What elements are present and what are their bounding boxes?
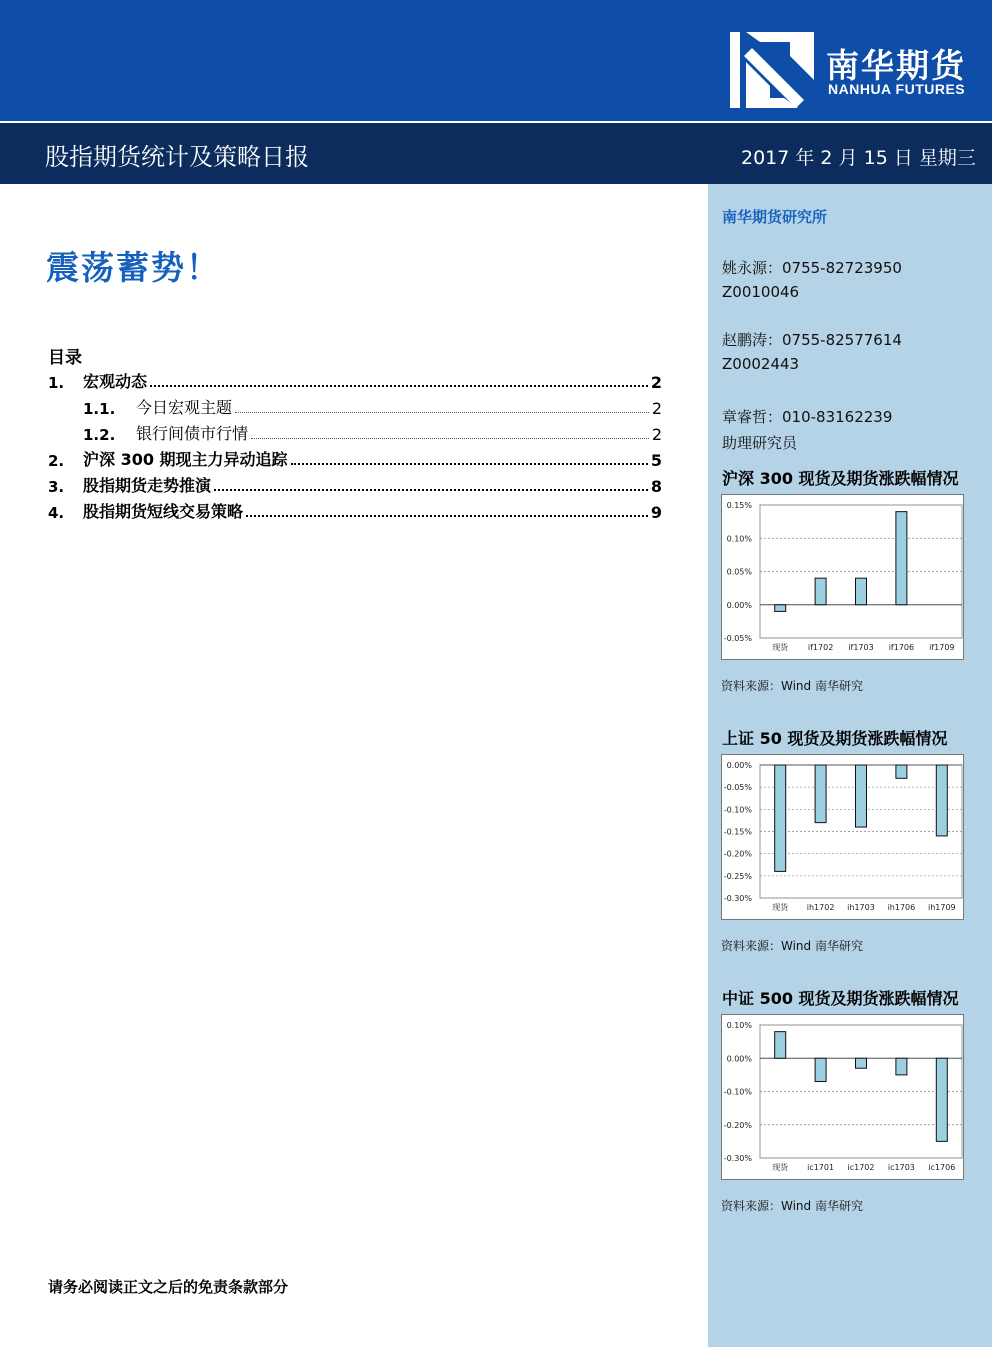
toc-item[interactable] xyxy=(48,446,662,470)
chart-bar xyxy=(856,765,867,827)
x-tick-label: ih1709 xyxy=(927,903,956,912)
y-tick-label: -0.20% xyxy=(723,849,752,859)
y-tick-label: 0.00% xyxy=(726,761,752,770)
analyst-license: Z0010046 xyxy=(722,283,800,301)
x-tick-label: 现货 xyxy=(772,643,789,652)
toc-item-label: 今日宏观主题 xyxy=(136,398,233,417)
toc-item-number: 2. xyxy=(48,452,65,470)
x-tick-label: ic1702 xyxy=(847,1163,875,1172)
toc-item-number: 1.1. xyxy=(83,400,116,418)
analyst-license: Z0002443 xyxy=(722,355,800,373)
chart-title: 上证 50 现货及期货涨跌幅情况 xyxy=(722,729,948,748)
y-tick-label: 0.00% xyxy=(726,1054,752,1064)
chart-bar xyxy=(896,765,907,778)
chart-title: 中证 500 现货及期货涨跌幅情况 xyxy=(722,989,959,1008)
y-tick-label: 0.15% xyxy=(726,501,752,510)
disclaimer-note: 请务必阅读正文之后的免责条款部分 xyxy=(48,1278,289,1296)
chart-hs300-svg xyxy=(722,495,965,661)
chart-bar xyxy=(775,765,786,871)
chart-bar xyxy=(775,605,786,612)
y-tick-label: -0.20% xyxy=(723,1120,752,1130)
headline: 震荡蓄势！ xyxy=(46,248,221,287)
y-tick-label: 0.10% xyxy=(726,1021,752,1030)
chart-bar xyxy=(856,578,867,605)
toc-item-number: 4. xyxy=(48,504,65,522)
x-tick-label: ic1703 xyxy=(887,1163,915,1172)
chart-bar xyxy=(775,1032,786,1059)
institute-name: 南华期货研究所 xyxy=(722,208,828,226)
toc-leader-dots xyxy=(235,412,649,413)
chart-title: 沪深 300 现货及期货涨跌幅情况 xyxy=(722,469,959,488)
chart-source: 资料来源：Wind 南华研究 xyxy=(721,939,863,953)
y-tick-label: -0.10% xyxy=(723,1087,752,1097)
toc-item-label: 银行间债市行情 xyxy=(136,424,249,443)
y-tick-label: 0.00% xyxy=(726,600,752,610)
toc-leader-dots xyxy=(150,385,648,387)
toc-item-label: 沪深 300 期现主力异动追踪 xyxy=(83,450,288,469)
brand-name-cn: 南华期货 xyxy=(826,46,966,85)
chart-sz50-svg xyxy=(722,755,965,921)
toc-item-label: 宏观动态 xyxy=(83,372,148,391)
report-date: 2017 年 2 月 15 日 星期三 xyxy=(741,147,976,169)
x-tick-label: ic1701 xyxy=(807,1163,835,1172)
y-tick-label: -0.25% xyxy=(723,871,752,881)
x-tick-label: 现货 xyxy=(772,1163,789,1172)
toc-item-number: 1. xyxy=(48,374,65,392)
toc-heading: 目录 xyxy=(48,348,82,368)
chart-source: 资料来源：Wind 南华研究 xyxy=(721,1199,863,1213)
chart-sz50 xyxy=(721,754,964,920)
toc-leader-dots xyxy=(251,438,649,439)
y-tick-label: -0.30% xyxy=(723,894,752,903)
toc-item-label: 股指期货短线交易策略 xyxy=(83,502,244,521)
x-tick-label: ih1702 xyxy=(806,903,835,912)
analyst-contact: 赵鹏涛：0755-82577614 xyxy=(722,331,902,349)
toc-item-page: 2 xyxy=(651,425,662,444)
x-tick-label: if1703 xyxy=(848,643,874,652)
x-tick-label: 现货 xyxy=(772,903,789,912)
toc-item[interactable] xyxy=(48,394,662,418)
x-tick-label: ic1706 xyxy=(928,1163,956,1172)
x-tick-label: if1709 xyxy=(929,643,955,652)
toc-item[interactable] xyxy=(48,472,662,496)
chart-bar xyxy=(936,765,947,836)
chart-bar xyxy=(815,1058,826,1081)
chart-bar xyxy=(896,512,907,605)
toc-leader-dots xyxy=(214,489,648,491)
analyst-role: 助理研究员 xyxy=(722,434,798,452)
toc-item-page: 5 xyxy=(650,451,662,470)
y-tick-label: -0.05% xyxy=(723,634,752,643)
brand-name-en: NANHUA FUTURES xyxy=(828,81,966,97)
chart-bar xyxy=(815,765,826,823)
analyst-contact: 姚永源：0755-82723950 xyxy=(722,259,902,277)
toc-item[interactable] xyxy=(48,498,662,522)
toc-item[interactable] xyxy=(48,368,662,392)
report-title: 股指期货统计及策略日报 xyxy=(45,143,309,171)
toc-leader-dots xyxy=(246,515,648,517)
x-tick-label: ih1706 xyxy=(887,903,916,912)
chart-source: 资料来源：Wind 南华研究 xyxy=(721,679,863,693)
chart-bar xyxy=(856,1058,867,1068)
y-tick-label: -0.10% xyxy=(723,805,752,815)
toc-item-label: 股指期货走势推演 xyxy=(83,476,212,495)
chart-zz500-svg xyxy=(722,1015,965,1181)
chart-hs300 xyxy=(721,494,964,660)
y-tick-label: -0.30% xyxy=(723,1154,752,1163)
x-tick-label: if1706 xyxy=(888,643,915,652)
toc-item-number: 1.2. xyxy=(83,426,116,444)
x-tick-label: if1702 xyxy=(807,643,834,652)
y-tick-label: -0.15% xyxy=(723,827,752,837)
chart-zz500 xyxy=(721,1014,964,1180)
toc-item[interactable] xyxy=(48,420,662,444)
chart-bar xyxy=(936,1058,947,1141)
y-tick-label: 0.10% xyxy=(726,534,752,544)
toc-item-number: 3. xyxy=(48,478,65,496)
toc-item-page: 2 xyxy=(651,399,662,418)
toc-item-page: 8 xyxy=(650,477,662,496)
x-tick-label: ih1703 xyxy=(847,903,875,912)
chart-bar xyxy=(815,578,826,605)
y-tick-label: 0.05% xyxy=(726,567,752,577)
toc-item-page: 9 xyxy=(650,503,662,522)
analyst-contact: 章睿哲：010-83162239 xyxy=(722,408,893,426)
toc-leader-dots xyxy=(291,463,648,465)
nanhua-logo-icon xyxy=(730,32,814,108)
toc-item-page: 2 xyxy=(650,373,662,392)
chart-bar xyxy=(896,1058,907,1075)
y-tick-label: -0.05% xyxy=(723,783,752,793)
